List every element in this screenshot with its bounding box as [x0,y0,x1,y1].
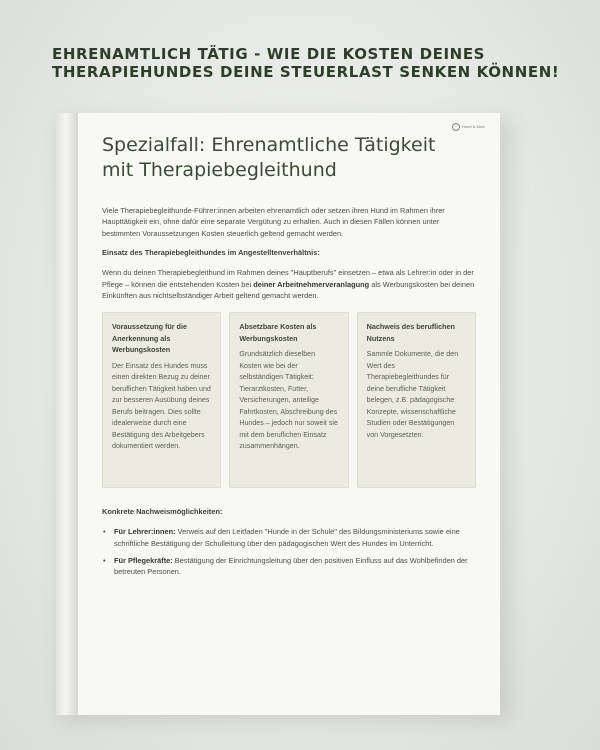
employee-heading: Einsatz des Therapiebegleithundes im Angestelltenverhältnis: [102,248,320,258]
info-cards [102,312,476,488]
proof-item-text: Verweis auf den Leitfaden "Hunde in der Schule" des Bildungsministeriums sowie eine schriftliche Bestätigung der Schulleitung über den pädagogischen Wert des Hundes im Unterricht. [114,527,460,548]
proof-item-text: Bestätigung der Einrichtungsleitung über den positiven Einfluss auf das Wohlbefinden der betreuten Personen. [114,556,468,577]
headline-line-1: EHRENAMTLICH TÄTIG - WIE DIE KOSTEN DEINES [52,45,486,63]
logo-mark-icon [452,123,460,131]
logo-text: Hund & Kind [462,125,485,129]
list-item [102,526,476,549]
document-title-line-2: mit Therapiebegleithund [102,159,337,181]
proof-heading: Konkrete Nachweismöglichkeiten: [102,507,223,517]
info-card-proof [357,312,476,488]
info-card-deductible-costs [229,312,348,488]
document-page [56,113,500,715]
employee-paragraph [102,267,476,301]
card-body: Sammle Dokumente, die den Wert des Therapiebegleithundes für deine berufliche Tätigkeit belegen, z.B. pädagogische Konzepte, wissenschaftliche Studien oder Bestätigungen von Vorgesetzten. [366,350,459,439]
headline-line-2: THERAPIEHUNDES DEINE STEUERLAST SENKEN KÖNNEN! [52,63,560,81]
document-title-line-1: Spezialfall: Ehrenamtliche Tätigkeit [102,134,436,156]
card-title: Nachweis des beruflichen Nutzens [366,322,455,343]
info-card-requirement [102,312,221,488]
card-title: Voraussetzung für die Anerkennung als Werbungskosten [112,322,187,355]
list-item [102,555,476,578]
promo-headline [52,45,572,81]
employee-text-before: Wenn du deinen Therapiebegleithund im Rahmen deines "Hauptberufs" einsetzen – etwa als Lehrer:in oder in der Pflege – können die entstehenden Kosten bei [102,268,474,289]
bullet-icon: • [103,556,106,566]
document-spine [56,113,78,715]
card-title: Absetzbare Kosten als Werbungskosten [239,322,317,343]
employee-text-bold: deiner Arbeitnehmerveranlagung [253,279,370,289]
proof-list [102,526,476,577]
bullet-icon: • [103,527,106,537]
intro-paragraph: Viele Therapiebegleithunde-Führer:innen arbeiten ehrenamtlich oder setzen ihren Hund im Rahmen ihrer Haupttätigkeit ein, ohne dafür eine separate Vergütung zu erhalten. Auch in diesen Fällen können unter bestimmten Voraussetzungen Kosten steuerlich geltend gemacht werden. [102,206,445,238]
document-content [102,133,476,584]
card-body: Grundsätzlich dieselben Kosten wie bei der selbständigen Tätigkeit: Tierarztkosten, Futter, Versicherungen, anteilige Fahrtkosten, Abschreibung des Hundes – jedoch nur soweit sie mit dem beruflichen Einsatz zusammenhängen. [239,350,338,451]
document-title [102,133,476,183]
employee-text-after: als Werbungskosten bei deinen Einkünften aus nichtselbständiger Arbeit geltend gemacht werden. [102,279,475,301]
brand-logo [452,121,490,133]
proof-item-label: Für Lehrer:innen: [114,527,176,537]
card-body: Der Einsatz des Hundes muss einen direkten Bezug zu deiner beruflichen Tätigkeit haben und zur besseren Ausübung deines Berufs beitragen. Dies sollte idealerweise durch eine Bestätigung des Arbeitgebers dokumentiert werden. [112,361,211,451]
proof-item-label: Für Pflegekräfte: [114,556,173,566]
